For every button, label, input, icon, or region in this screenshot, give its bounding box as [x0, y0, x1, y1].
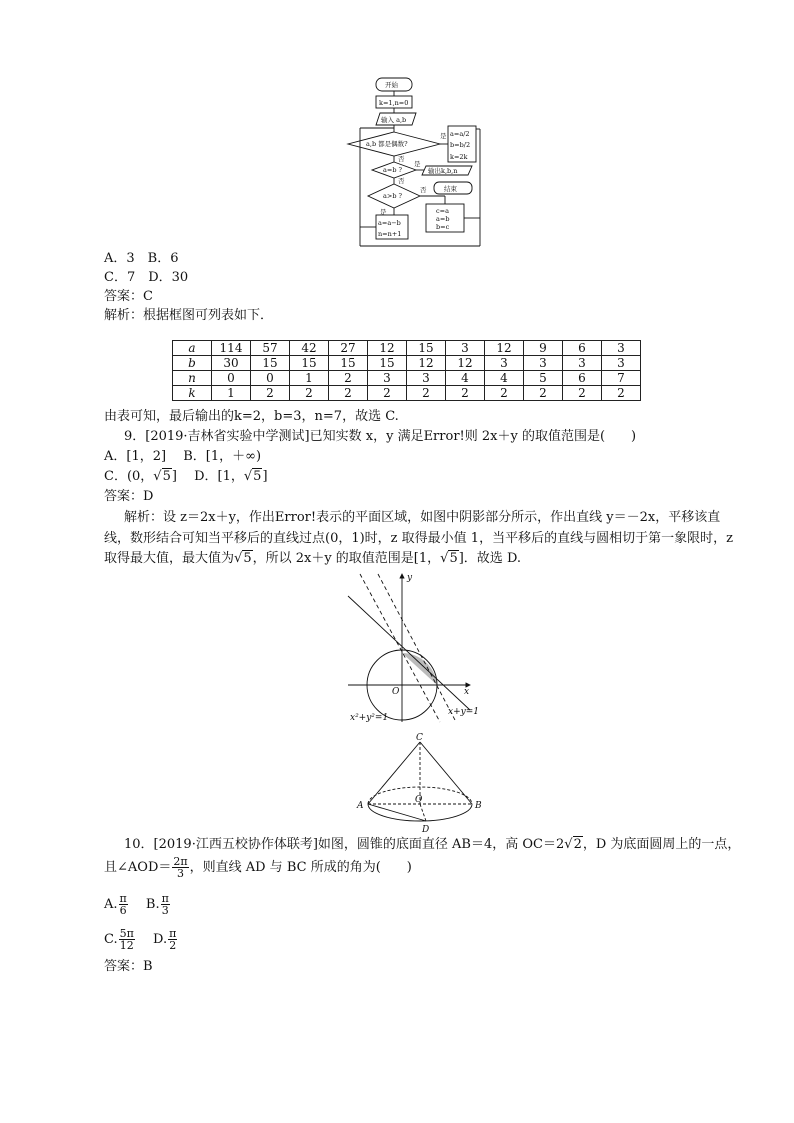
table-cell: 3	[407, 371, 446, 386]
table-cell: 2	[602, 386, 641, 401]
flow-no-1: 否	[398, 155, 405, 163]
flow-cond3: a>b ?	[383, 192, 403, 200]
table-cell: 0	[251, 371, 290, 386]
fig10-label-a: A	[357, 801, 364, 811]
table-cell: 1	[290, 371, 329, 386]
q9-options-ab	[104, 448, 261, 466]
flow-output: 输出k,b,n	[428, 167, 458, 175]
table-cell: 2	[290, 386, 329, 401]
fig10-label-d: D	[422, 825, 430, 835]
flow-update2-a: a=a−b	[378, 219, 401, 227]
table-cell: 2	[329, 371, 368, 386]
q9-option-c: C．(0，√5]	[104, 469, 177, 484]
flow-init: k=1,n=0	[379, 99, 409, 107]
table-cell: 42	[290, 341, 329, 356]
table-cell: 12	[407, 356, 446, 371]
table-row	[173, 386, 641, 401]
flow-update2-n: n=n+1	[378, 230, 402, 238]
table-cell: 3	[368, 371, 407, 386]
q10-options-cd	[104, 928, 178, 951]
table-cell: 2	[329, 386, 368, 401]
table-cell: 15	[290, 356, 329, 371]
fig9-circle-label: x²+y²=1	[350, 713, 389, 723]
fig9-x-label: x	[464, 687, 470, 697]
fig10-label-b: B	[475, 801, 482, 811]
q8-value-table	[172, 340, 641, 401]
q8-analysis: 解析：根据框图可列表如下．	[104, 308, 274, 323]
fig9-origin: O	[392, 687, 400, 697]
q10-options-ab	[104, 893, 171, 916]
q10-option-a: A. $\frac{\pi}{6}$	[104, 892, 127, 917]
table-cell: 15	[407, 341, 446, 356]
table-cell: 2	[407, 386, 446, 401]
flow-update1-a: a=a/2	[450, 130, 470, 138]
table-cell: 27	[329, 341, 368, 356]
table-row-header: b	[173, 356, 212, 371]
flow-yes-3: 是	[380, 208, 387, 216]
table-cell: 12	[485, 341, 524, 356]
q8-options-cd: C．7 D．30	[104, 270, 189, 285]
table-row	[173, 371, 641, 386]
q8-options-ab: A．3 B．6	[104, 251, 179, 266]
flow-update3-a: a=b	[436, 215, 450, 223]
q9-option-b: B．[1，＋∞)	[183, 449, 262, 464]
table-cell: 114	[212, 341, 251, 356]
shaded-region	[402, 653, 437, 685]
flow-yes-2: 是	[414, 160, 421, 168]
q10-stem-1: 10．[2019·江西五校协作体联考]如图，圆锥的底面直径 AB＝4，高 OC＝2√2，D 为底面圆周上的一点，	[124, 837, 741, 852]
table-row	[173, 341, 641, 356]
flow-update3-c: c=a	[436, 207, 449, 215]
flow-yes-1: 是	[440, 132, 447, 140]
table-cell: 7	[602, 371, 641, 386]
q8-answer: 答案：C	[104, 289, 153, 304]
table-row-header: a	[173, 341, 212, 356]
fig9-y-label: y	[407, 573, 413, 583]
table-row	[173, 356, 641, 371]
table-cell: 30	[212, 356, 251, 371]
table-cell: 2	[524, 386, 563, 401]
q9-analysis-1: 解析：设 z＝2x＋y，作出Error!表示的平面区域，如图中阴影部分所示，作出直线 y＝－2x，平移该直	[124, 510, 721, 525]
flowchart	[340, 74, 490, 250]
table-cell: 15	[329, 356, 368, 371]
q10-option-d: D. $\frac{\pi}{2}$	[153, 927, 177, 952]
flow-cond2: a=b ?	[383, 166, 403, 174]
table-row-header: k	[173, 386, 212, 401]
q10-stem-2: 且∠AOD＝ $\frac{2\pi}{3}$ ，则直线 AD 与 BC 所成的角为( )	[104, 855, 412, 880]
q10-option-c: C. $\frac{5\pi}{12}$	[104, 927, 134, 952]
flow-input: 输入 a,b	[381, 116, 407, 124]
flow-update1-b: b=b/2	[450, 141, 471, 149]
table-cell: 57	[251, 341, 290, 356]
fig10-label-o: O	[415, 795, 423, 805]
table-cell: 3	[524, 356, 563, 371]
flow-cond1: a,b 都是偶数?	[366, 140, 408, 148]
table-cell: 2	[485, 386, 524, 401]
flow-start: 开始	[385, 81, 398, 89]
table-cell: 12	[446, 356, 485, 371]
table-cell: 9	[524, 341, 563, 356]
table-cell: 1	[212, 386, 251, 401]
q10-answer: 答案：B	[104, 959, 153, 974]
q10-cone-figure	[350, 732, 490, 838]
q9-answer: 答案：D	[104, 489, 154, 504]
table-cell: 3	[602, 356, 641, 371]
q9-stem: 9．[2019·吉林省实验中学测试]已知实数 x，y 满足Error!则 2x＋y 的取值范围是( )	[124, 429, 637, 444]
table-cell: 2	[563, 386, 602, 401]
table-cell: 3	[446, 341, 485, 356]
table-cell: 0	[212, 371, 251, 386]
q9-options-cd	[104, 468, 268, 486]
table-cell: 12	[368, 341, 407, 356]
table-cell: 15	[368, 356, 407, 371]
table-cell: 6	[563, 371, 602, 386]
table-cell: 2	[446, 386, 485, 401]
table-row-header: n	[173, 371, 212, 386]
flow-update3-b: b=c	[436, 223, 450, 231]
table-cell: 3	[602, 341, 641, 356]
table-cell: 2	[368, 386, 407, 401]
q9-option-a: A．[1，2]	[104, 449, 167, 464]
q9-analysis-2: 线，数形结合可知当平移后的直线过点(0，1)时，z 取得最小值 1，当平移后的直线与圆相切于第一象限时，z	[104, 531, 733, 546]
q8-conclusion: 由表可知，最后输出的k=2，b=3，n=7，故选 C.	[104, 409, 399, 424]
table-cell: 4	[446, 371, 485, 386]
table-cell: 5	[524, 371, 563, 386]
flow-end: 结束	[444, 185, 457, 193]
q9-analysis-3: 取得最大值，最大值为√5，所以 2x＋y 的取值范围是[1，√5]．故选 D.	[104, 551, 522, 566]
table-cell: 4	[485, 371, 524, 386]
q10-option-b: B. $\frac{\pi}{3}$	[145, 892, 169, 917]
q9-option-d: D．[1，√5]	[194, 469, 268, 484]
table-cell: 2	[251, 386, 290, 401]
table-cell: 6	[563, 341, 602, 356]
flow-no-3: 否	[420, 186, 427, 194]
q9-region-figure	[340, 570, 480, 725]
table-cell: 3	[485, 356, 524, 371]
fig10-label-c: C	[416, 733, 423, 743]
table-cell: 3	[563, 356, 602, 371]
flow-no-2: 否	[398, 177, 405, 185]
fig9-line-label: x+y=1	[448, 707, 479, 717]
flow-update1-k: k=2k	[450, 153, 468, 161]
table-cell: 15	[251, 356, 290, 371]
